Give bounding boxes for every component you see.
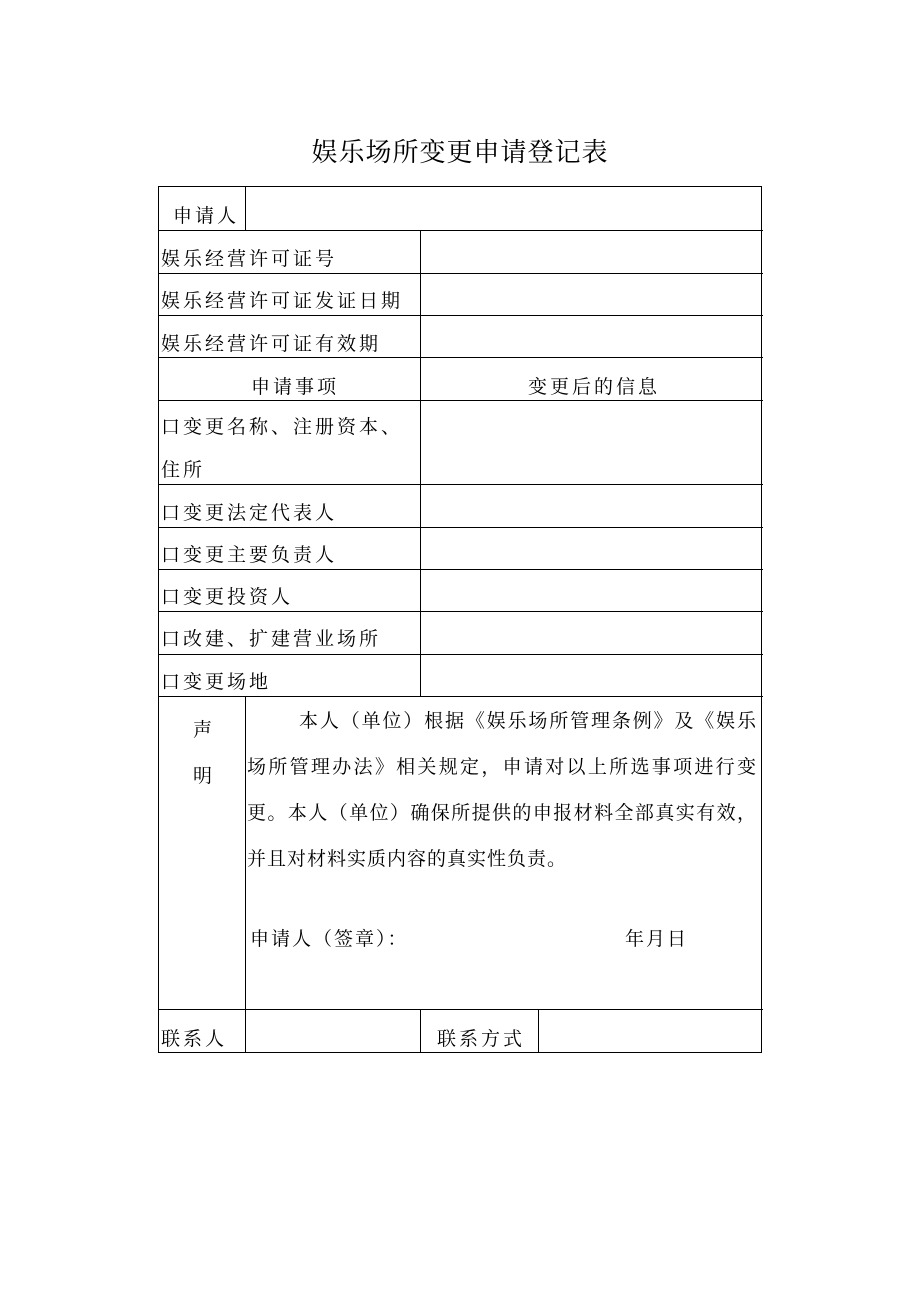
declaration-label-char: 明 bbox=[193, 765, 213, 787]
item-change-legal-representative[interactable]: 口变更法定代表人 bbox=[161, 502, 338, 524]
changed-info-field[interactable] bbox=[422, 655, 761, 695]
changed-info-field[interactable] bbox=[422, 528, 761, 568]
item-rebuild-expand-premises[interactable]: 口改建、扩建营业场所 bbox=[161, 628, 382, 650]
column-divider bbox=[538, 1009, 539, 1052]
item-change-name-capital-address[interactable]: 口变更名称、注册资本、 bbox=[161, 416, 404, 438]
row-divider bbox=[159, 1009, 763, 1010]
changed-info-column-header: 变更后的信息 bbox=[528, 376, 661, 398]
license-issue-date-label: 娱乐经营许可证发证日期 bbox=[161, 290, 404, 312]
item-change-name-capital-address-line2: 住所 bbox=[161, 459, 206, 481]
applicant-field[interactable] bbox=[247, 188, 761, 229]
column-divider bbox=[420, 230, 421, 696]
signature-date-label: 年月日 bbox=[625, 928, 689, 950]
applicant-label: 申请人 bbox=[173, 205, 240, 227]
form-title: 娱乐场所变更申请登记表 bbox=[311, 138, 609, 168]
changed-info-field[interactable] bbox=[422, 612, 761, 653]
license-number-label: 娱乐经营许可证号 bbox=[161, 248, 338, 270]
column-divider bbox=[245, 187, 246, 230]
signature-label: 申请人（签章）： bbox=[250, 928, 409, 950]
application-form-table bbox=[158, 186, 762, 1053]
changed-info-field[interactable] bbox=[422, 401, 761, 483]
changed-info-field[interactable] bbox=[422, 570, 761, 610]
contact-method-field[interactable] bbox=[540, 1011, 761, 1052]
contact-person-field[interactable] bbox=[247, 1011, 419, 1052]
item-change-venue[interactable]: 口变更场地 bbox=[161, 671, 272, 693]
row-divider bbox=[159, 357, 763, 358]
column-divider bbox=[245, 696, 246, 1052]
items-column-header: 申请事项 bbox=[251, 376, 340, 398]
row-divider bbox=[159, 696, 763, 697]
contact-person-label: 联系人 bbox=[161, 1028, 228, 1050]
license-number-field[interactable] bbox=[422, 231, 761, 272]
contact-method-label: 联系方式 bbox=[437, 1028, 526, 1050]
license-validity-field[interactable] bbox=[422, 316, 761, 356]
item-change-investor[interactable]: 口变更投资人 bbox=[161, 586, 294, 608]
license-issue-date-field[interactable] bbox=[422, 274, 761, 314]
license-validity-label: 娱乐经营许可证有效期 bbox=[161, 333, 382, 355]
changed-info-field[interactable] bbox=[422, 485, 761, 526]
item-change-principal[interactable]: 口变更主要负责人 bbox=[161, 544, 338, 566]
column-divider bbox=[420, 1009, 421, 1052]
declaration-label-char: 声 bbox=[193, 719, 213, 741]
declaration-text: 本人（单位）根据《娱乐场所管理条例》及《娱乐场所管理办法》相关规定，申请对以上所选事项进行变更。本人（单位）确保所提供的申报材料全部真实有效，并且对材料实质内容的真实性负责。 bbox=[247, 710, 757, 870]
